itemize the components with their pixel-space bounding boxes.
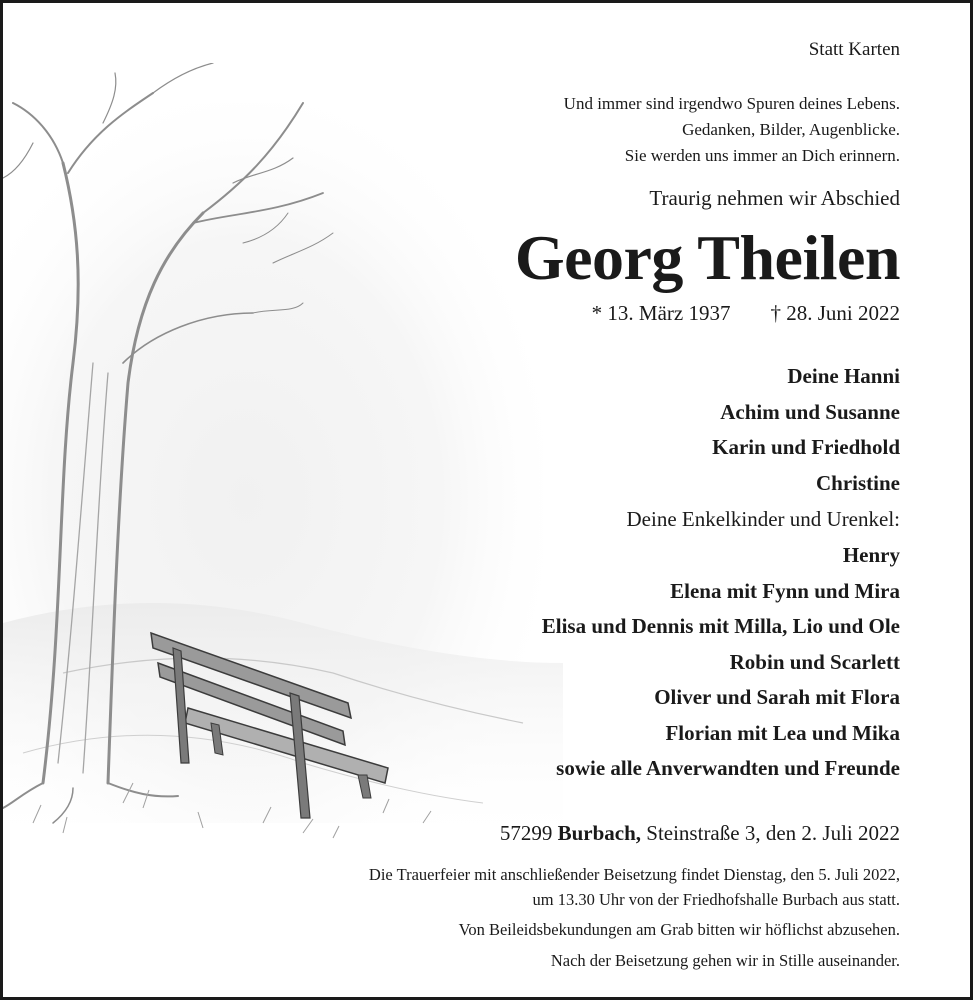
quote-line: Gedanken, Bilder, Augenblicke. bbox=[682, 120, 900, 139]
silence-note: Nach der Beisetzung gehen wir in Stille auseinander. bbox=[550, 950, 900, 970]
postal-code: 57299 bbox=[499, 821, 553, 845]
family-member: Achim und Susanne bbox=[720, 399, 900, 424]
statt-karten-label: Statt Karten bbox=[808, 39, 900, 60]
grandchild-entry: Oliver und Sarah mit Flora bbox=[654, 685, 900, 709]
funeral-info-line: Die Trauerfeier mit anschließender Beisetzung findet Dienstag, den 5. Juli 2022, bbox=[368, 865, 900, 884]
city-name: Burbach, bbox=[557, 821, 642, 845]
funeral-info-line: um 13.30 Uhr von der Friedhofshalle Burbach aus statt. bbox=[532, 889, 900, 909]
grandchildren-list bbox=[542, 538, 900, 787]
condolence-note: Von Beileidsbekundungen am Grab bitten wir höflichst abzusehen. bbox=[458, 920, 900, 939]
grandchild-entry: Florian mit Lea und Mika bbox=[665, 720, 900, 745]
funeral-notes bbox=[369, 863, 900, 973]
family-member: Christine bbox=[816, 470, 900, 495]
life-dates bbox=[592, 301, 900, 326]
family-list bbox=[712, 359, 900, 501]
grandchild-entry: Henry bbox=[842, 543, 900, 567]
grandchild-entry: Elisa und Dennis mit Milla, Lio und Ole bbox=[541, 614, 900, 638]
farewell-intro: Traurig nehmen wir Abschied bbox=[649, 186, 900, 210]
family-member: Deine Hanni bbox=[787, 364, 900, 388]
quote-line: Sie werden uns immer an Dich erinnern. bbox=[624, 146, 900, 165]
grandchild-entry: sowie alle Anverwandten und Freunde bbox=[556, 756, 900, 780]
family-address bbox=[500, 821, 900, 846]
grandchild-entry: Robin und Scarlett bbox=[729, 649, 900, 674]
family-member: Karin und Friedhold bbox=[712, 435, 900, 459]
death-date: † 28. Juni 2022 bbox=[770, 301, 900, 325]
birth-date: * 13. März 1937 bbox=[591, 301, 731, 325]
memorial-quote bbox=[564, 91, 900, 169]
grandchildren-intro: Deine Enkelkinder und Urenkel: bbox=[626, 507, 900, 531]
street-date: Steinstraße 3, den 2. Juli 2022 bbox=[646, 821, 900, 845]
tree-bench-illustration bbox=[3, 63, 563, 853]
deceased-name: Georg Theilen bbox=[514, 222, 900, 293]
quote-line: Und immer sind irgendwo Spuren deines Lebens. bbox=[563, 94, 900, 113]
grandchild-entry: Elena mit Fynn und Mira bbox=[670, 578, 900, 603]
